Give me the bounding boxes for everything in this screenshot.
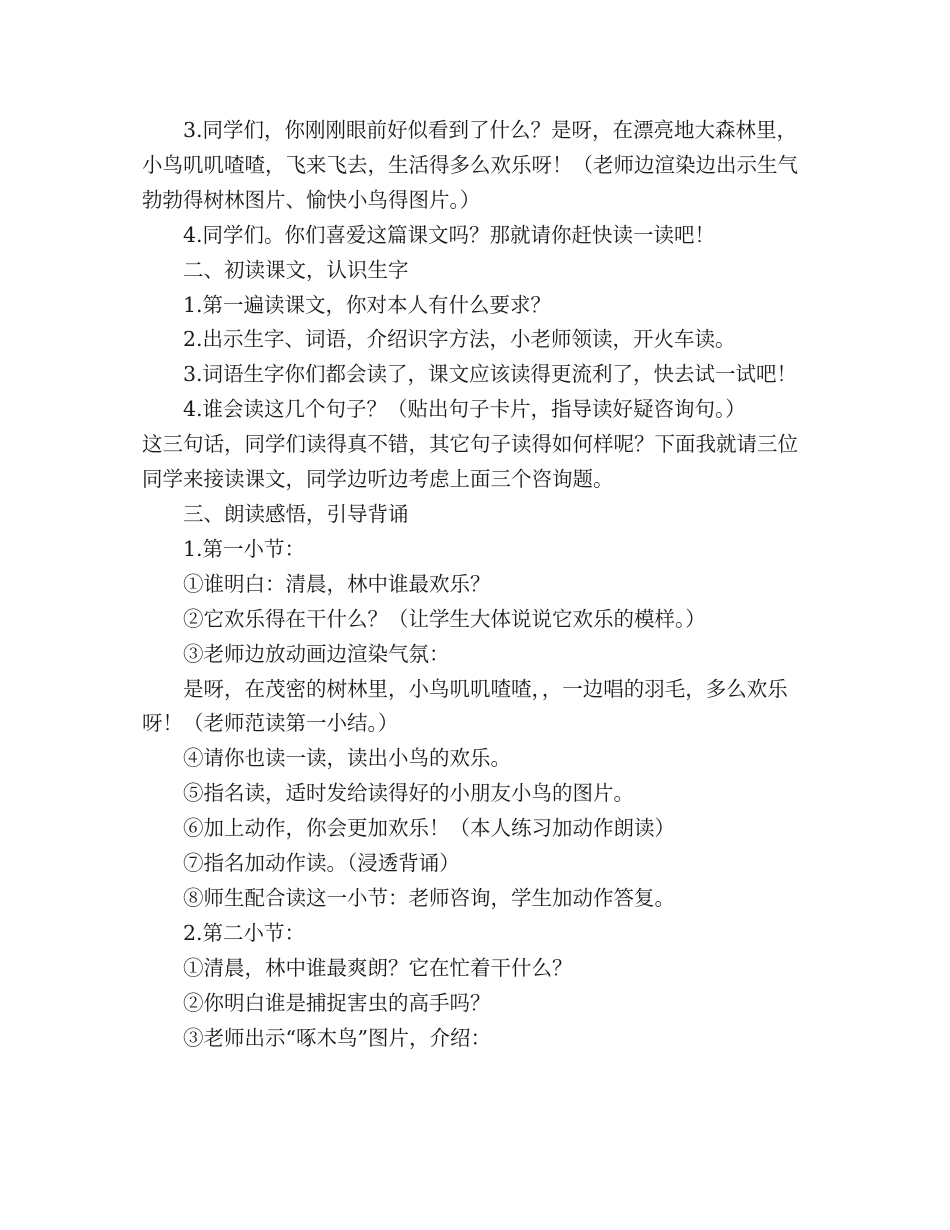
- list-item: ④请你也读一读，读出小鸟的欢乐。: [183, 746, 511, 771]
- list-item: ⑥加上动作，你会更加欢乐！（本人练习加动作朗读）: [183, 816, 675, 841]
- list-item: ③老师出示“啄木鸟”图片，介绍：: [183, 1025, 491, 1050]
- subsection-heading: 1.第一小节：: [183, 536, 306, 561]
- paragraph: 这三句话，同学们读得真不错，其它句子读得如何样呢？下面我就请三位同学来接读课文，同学边听边考虑上面三个咨询题。: [142, 432, 798, 492]
- list-item: ⑧师生配合读这一小节：老师咨询，学生加动作答复。: [183, 885, 675, 910]
- list-item: ①清晨，林中谁最爽朗？它在忙着干什么？: [183, 955, 573, 980]
- paragraph: 4.谁会读这几个句子？（贴出句子卡片，指导读好疑咨询句。）: [183, 397, 746, 422]
- section-heading: 二、初读课文，认识生字: [183, 257, 409, 282]
- list-item: ①谁明白：清晨，林中谁最欢乐？: [183, 571, 491, 596]
- list-item: ②它欢乐得在干什么？（让学生大体说说它欢乐的模样。）: [183, 606, 706, 631]
- paragraph: 是呀，在茂密的树林里，小鸟叽叽喳喳，，一边唱的羽毛，多么欢乐呀！（老师范读第一小结。）: [142, 676, 788, 736]
- list-item: ③老师边放动画边渲染气氛：: [183, 641, 450, 666]
- paragraph: 3.同学们，你刚刚眼前好似看到了什么？是呀，在漂亮地大森林里，小鸟叽叽喳喳，飞来飞去，生活得多么欢乐呀！（老师边渲染边出示生气勃勃得树林图片、愉快小鸟得图片。）: [142, 118, 798, 212]
- paragraph: 2.出示生字、词语，介绍识字方法，小老师领读，开火车读。: [183, 327, 736, 352]
- list-item: ⑤指名读，适时发给读得好的小朋友小鸟的图片。: [183, 781, 634, 806]
- list-item: ⑦指名加动作读。（浸透背诵）: [183, 851, 460, 876]
- paragraph: 4.同学们。你们喜爱这篇课文吗？那就请你赶快读一读吧！: [183, 222, 716, 247]
- document-page: [142, 113, 810, 1055]
- list-item: ②你明白谁是捕捉害虫的高手吗？: [183, 990, 491, 1015]
- subsection-heading: 2.第二小节：: [183, 920, 306, 945]
- paragraph: 1.第一遍读课文，你对本人有什么要求？: [183, 292, 552, 317]
- section-heading: 三、朗读感悟，引导背诵: [183, 501, 409, 526]
- paragraph: 3.词语生字你们都会读了，课文应该读得更流利了，快去试一试吧！: [183, 362, 798, 387]
